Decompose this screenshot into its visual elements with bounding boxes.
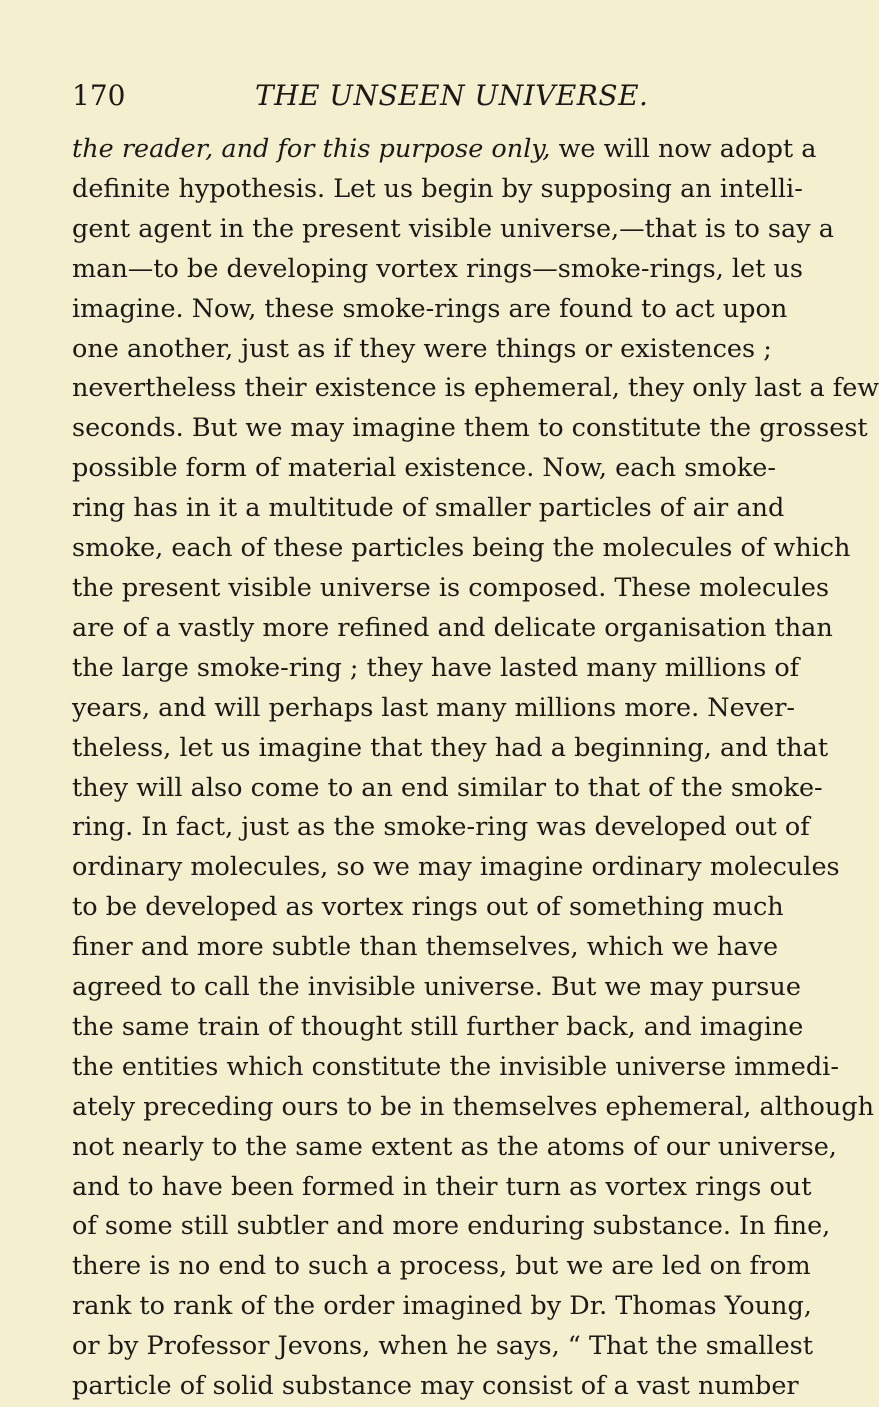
text-line (72, 130, 817, 170)
text-line: smoke, each of these particles being the molecules of which (72, 533, 851, 564)
text-line: years, and will perhaps last many millions more. Never- (72, 692, 796, 723)
body-text (72, 130, 879, 1407)
text-line: gent agent in the present visible universe,—that is to say a (72, 213, 834, 244)
page-number: 170 (72, 79, 126, 112)
text-line: ordinary molecules, so we may imagine ordinary molecules (72, 852, 840, 883)
text-line: finer and more subtle than themselves, which we have (72, 932, 779, 963)
text-line: one another, just as if they were things or existences ; (72, 333, 772, 364)
text-line: to be developed as vortex rings out of something much (72, 892, 784, 923)
text-line: ring has in it a multitude of smaller particles of air and (72, 493, 785, 524)
text-line: are of a vastly more refined and delicate organisation than (72, 612, 833, 643)
text-line: definite hypothesis. Let us begin by supposing an intelli- (72, 173, 803, 204)
text-line: the same train of thought still further back, and imagine (72, 1011, 804, 1042)
text-line: theless, let us imagine that they had a beginning, and that (72, 732, 829, 763)
text-line: ring. In fact, just as the smoke-ring was developed out of (72, 812, 810, 843)
text-line: man—to be developing vortex rings—smoke-rings, let us (72, 253, 804, 284)
text-line: the large smoke-ring ; they have lasted many millions of (72, 652, 800, 683)
text-line: and to have been formed in their turn as vortex rings out (72, 1171, 812, 1202)
text-line: seconds. But we may imagine them to constitute the grossest (72, 413, 868, 444)
text-line: nevertheless their existence is ephemeral, they only last a few (72, 373, 879, 404)
text-line: they will also come to an end similar to that of the smoke- (72, 772, 823, 803)
text-line: possible form of material existence. Now, each smoke- (72, 453, 776, 484)
text-line: there is no end to such a process, but we are led on from (72, 1251, 811, 1282)
text-line: agreed to call the invisible universe. But we may pursue (72, 972, 801, 1003)
text-line: of some still subtler and more enduring substance. In fine, (72, 1211, 831, 1242)
text-line: ately preceding ours to be in themselves ephemeral, although (72, 1091, 875, 1122)
text-segment: we will now adopt a (550, 134, 817, 164)
text-line: the entities which constitute the invisible universe immedi- (72, 1051, 839, 1082)
italic-phrase: the reader, and for this purpose only, (72, 134, 551, 164)
text-line: rank to rank of the order imagined by Dr. Thomas Young, (72, 1291, 812, 1322)
running-head (72, 76, 742, 116)
text-line: or by Professor Jevons, when he says, “ That the smallest (72, 1331, 814, 1362)
text-line: the present visible universe is composed. These molecules (72, 572, 830, 603)
text-line: particle of solid substance may consist of a vast number (72, 1371, 799, 1402)
text-line: imagine. Now, these smoke-rings are found to act upon (72, 293, 788, 324)
running-title: THE UNSEEN UNIVERSE. (255, 79, 649, 112)
text-line: not nearly to the same extent as the atoms of our universe, (72, 1131, 837, 1162)
